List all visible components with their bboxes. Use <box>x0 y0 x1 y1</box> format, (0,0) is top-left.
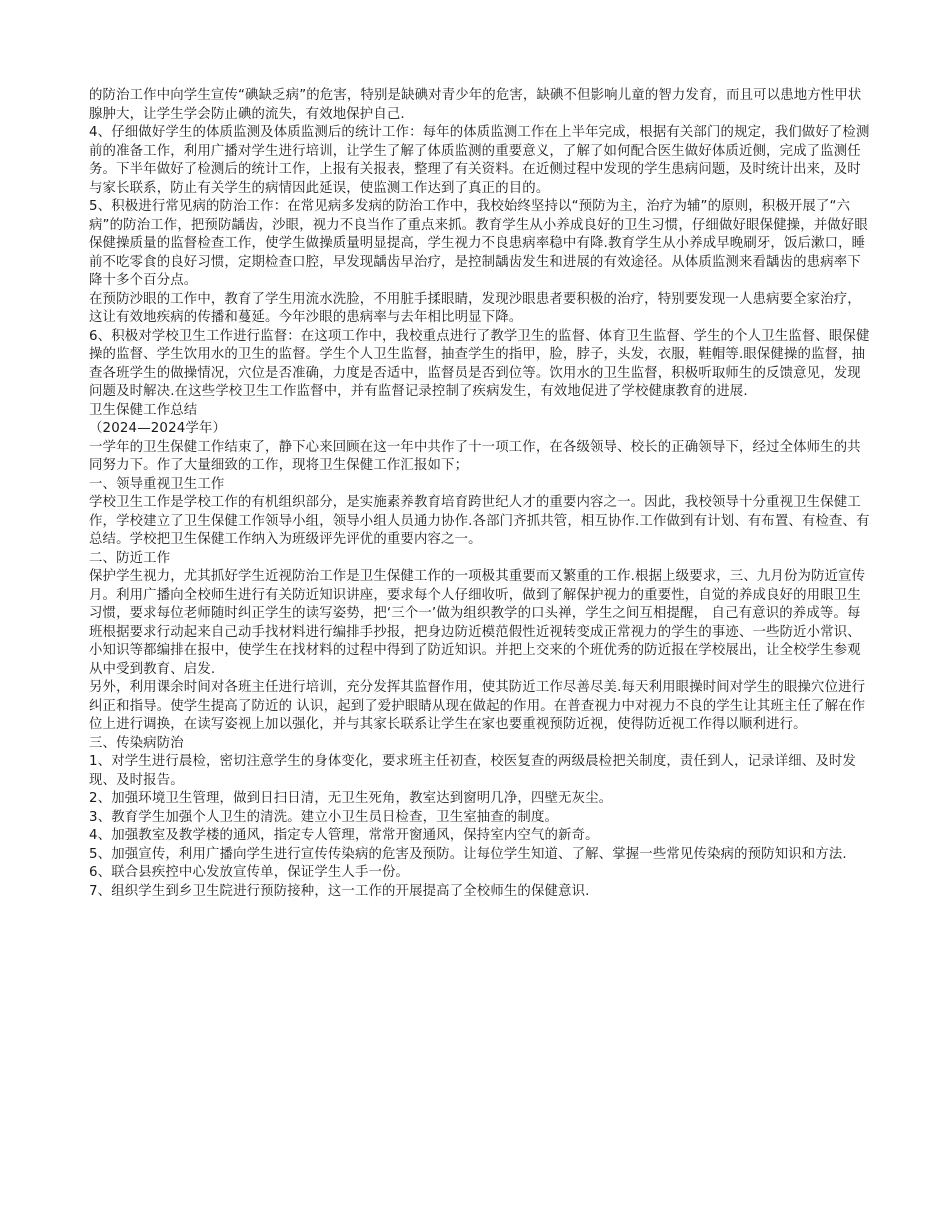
paragraph-iodine-intro: 的防治工作中向学生宣传“碘缺乏病”的危害，特别是缺碘对青少年的危害，缺碘不但影响儿童的智力发育，而且可以患地方性甲状腺肿大，让学生学会防止碘的流失，有效地保护自己. <box>89 88 862 122</box>
list-item-6: 6、联合县疾控中心发放宣传单，保证学生人手一份。 <box>89 865 410 880</box>
section-heading-infectious-disease: 三、传染病防治 <box>89 735 184 751</box>
section-heading-myopia: 二、防近工作 <box>89 550 171 566</box>
paragraph-trachoma-prevention: 在预防沙眼的工作中，教育了学生用流水洗脸，不用脏手揉眼睛，发现沙眼患者要积极的治疗，特别要发现一人患病要全家治疗，这让有效地疾病的传播和蔓延。今年沙眼的患病率与去年相比明显下降。 <box>89 291 861 325</box>
paragraph-summary-intro: 一学年的卫生保健工作结束了，静下心来回顾在这一年中共作了十一项工作，在各级领导、校长的正确领导下，经过全体师生的共同努力下。作了大量细致的工作，现将卫生保健工作汇报如下； <box>89 439 861 473</box>
document-title: 卫生保健工作总结 <box>89 402 198 418</box>
paragraph-item-4-physique-monitoring: 4、仔细做好学生的体质监测及体质监测后的统计工作：每年的体质监测工作在上半年完成，根据有关部门的规定，我们做好了检测前的准备工作，利用广播对学生进行培训，让学生了解了体质监测的重要意义，了解了如何配合医生做好体质近侧，完成了监测任务。下半年做好了检测后的统计工作，上报有关报表，整理了有关资料。在近侧过程中发现的学生患病问题，及时统计出来，及时与家长联系，防止有关学生的病情因此延误，使监测工作达到了真正的目的。 <box>89 125 870 196</box>
list-item-3: 3、教育学生加强个人卫生的清洗。建立小卫生员日检查，卫生室抽查的制度。 <box>89 809 559 825</box>
paragraph-leadership: 学校卫生工作是学校工作的有机组织部分，是实施素养教育培育跨世纪人才的重要内容之一。因此，我校领导十分重视卫生保健工作，学校建立了卫生保健工作领导小组，领导小组人员通力协作.各部门齐抓共管，相互协作.工作做到有计划、有布置、有检查、有总结。学校把卫生保健工作纳入为班级评先评优的重要内容之一。 <box>89 495 870 547</box>
paragraph-item-6-supervision: 6、积极对学校卫生工作进行监督：在这项工作中，我校重点进行了教学卫生的监督、体育卫生监督、学生的个人卫生监督、眼保健操的监督、学生饮用水的卫生的监督。学生个人卫生监督，抽查学生的指甲，脸，脖子，头发，衣服，鞋帽等.眼保健操的监督，抽查各班学生的做操情况，穴位是否准确，力度是否适中，监督员是否到位等。饮用水的卫生监督，积极听取师生的反馈意见，发现问题及时解决.在这些学校卫生工作监督中，并有监督记录控制了疾病发生，有效地促进了学校健康教育的进展. <box>89 328 870 399</box>
paragraph-myopia-1: 保护学生视力，尤其抓好学生近视防治工作是卫生保健工作的一项极其重要而又繁重的工作.根据上级要求，三、九月份为防近宣传月。利用广播向全校师生进行有关防近知识讲座，要求每个人仔细收听，做到了解保护视力的重要性，自觉的养成良好的用眼卫生习惯，要求每位老师随时纠正学生的读写姿势，把‘三个一’做为组织教学的口头禅，学生之间互相提醒， 自己有意识的养成等。每班根据要求行动起来自己动手找材料进行编排手抄报，把身边防近模范假性近视转变成正常视力的学生的事迹、一些防近小常识、小知识等都编排在报中，使学生在找材料的过程中得到了防近知识。并把上交来的个班优秀的防近报在学校展出，让全校学生参观从中受到教育、启发. <box>89 569 866 677</box>
paragraph-item-5-common-disease: 5、积极进行常见病的防治工作：在常见病多发病的防治工作中，我校始终坚持以“预防为主，治疗为辅”的原则，积极开展了“六病”的防治工作，把预防龋齿，沙眼，视力不良当作了重点来抓。教育学生从小养成良好的卫生习惯，仔细做好眼保健操，并做好眼保健操质量的监督检查工作，使学生做操质量明显提高，学生视力不良患病率稳中有降.教育学生从小养成早晚刷牙，饭后漱口，睡前不吃零食的良好习惯，定期检查口腔，早发现龋齿早治疗，是控制龋齿发生和进展的有效途径。从体质监测来看龋齿的患病率下降十多个百分点。 <box>89 199 868 288</box>
document-body <box>89 87 871 901</box>
section-heading-leadership: 一、领导重视卫生工作 <box>89 476 225 492</box>
list-item-1: 1、对学生进行晨检，密切注意学生的身体变化，要求班主任初查，校医复查的两级晨检把关制度，责任到人，记录详细、及时发现、及时报告。 <box>89 754 856 788</box>
list-item-7: 7、组织学生到乡卫生院进行预防接种，这一工作的开展提高了全校师生的保健意识. <box>89 883 590 899</box>
list-item-4: 4、加强教室及教学楼的通风，指定专人管理，常常开窗通风，保持室内空气的新奇。 <box>89 828 599 843</box>
list-item-2: 2、加强环境卫生管理，做到日扫日清，无卫生死角，教室达到窗明几净，四壁无灰尘。 <box>89 791 613 806</box>
paragraph-myopia-2: 另外，利用课余时间对各班主任进行培训，充分发挥其监督作用，使其防近工作尽善尽美.每天利用眼操时间对学生的眼操穴位进行纠正和指导。使学生提高了防近的 认识，起到了爱护眼睛从现在做起的作用。在普查视力中对视力不良的学生让其班主任了解在作位上进行调换，在读写姿视上加以强化，并与其家长联系让学生在家也要重视预防近视，使得防近视工作得以顺利进行。 <box>89 680 866 732</box>
school-year: （2024—2024学年） <box>89 421 227 436</box>
list-item-5: 5、加强宣传，利用广播向学生进行宣传传染病的危害及预防。让每位学生知道、了解、掌握一些常见传染病的预防知识和方法. <box>89 846 847 862</box>
